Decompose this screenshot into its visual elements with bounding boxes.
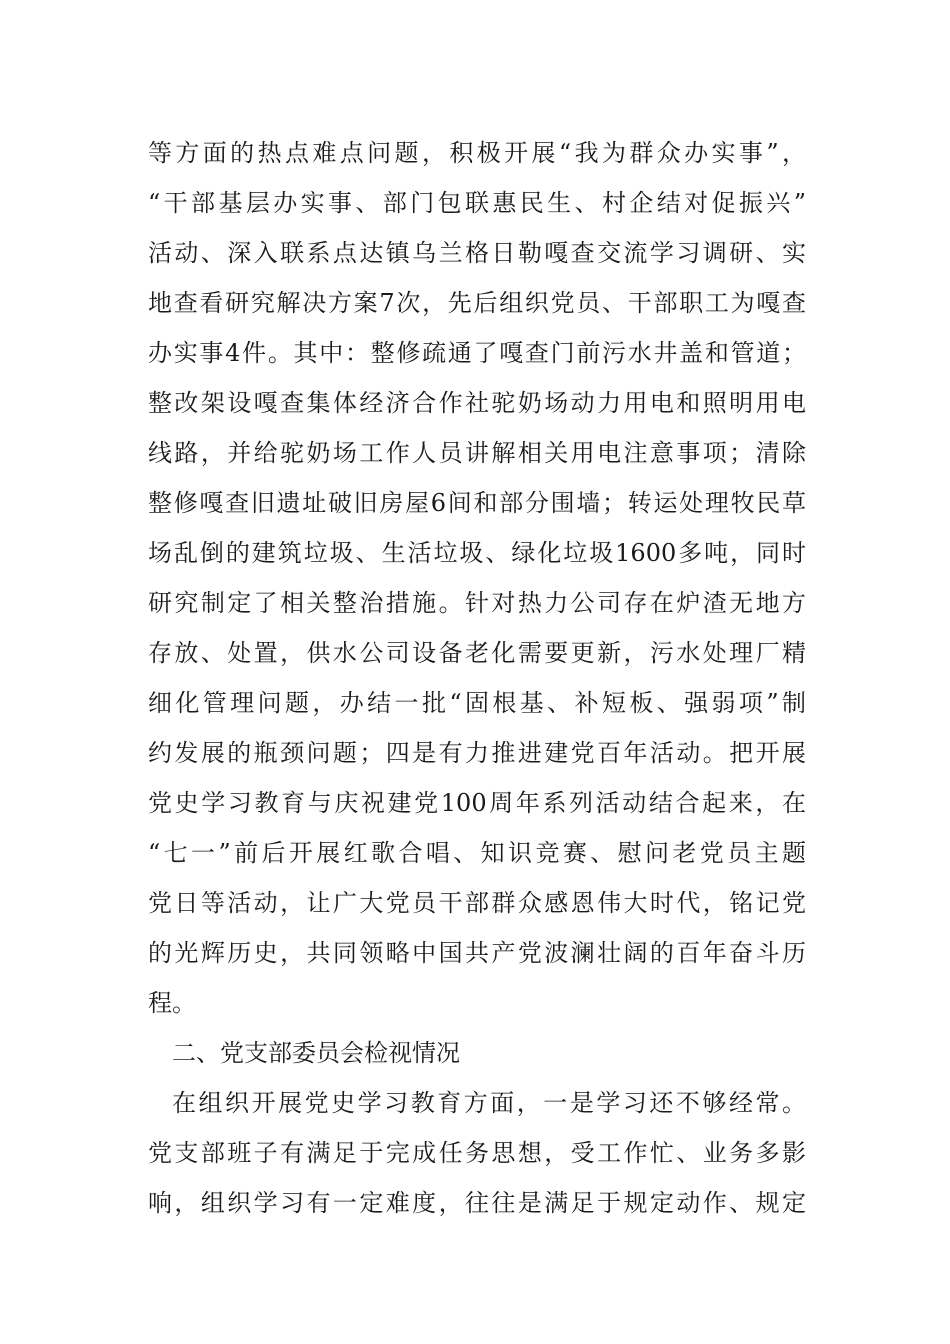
body-text-line: 响，组织学习有一定难度，往往是满足于规定动作、规定 xyxy=(148,1189,806,1217)
body-text-line: 场乱倒的建筑垃圾、生活垃圾、绿化垃圾1600多吨，同时 xyxy=(148,539,806,567)
body-text-line: 细化管理问题，办结一批“固根基、补短板、强弱项”制 xyxy=(148,689,806,717)
body-text-line: 的光辉历史，共同领略中国共产党波澜壮阔的百年奋斗历 xyxy=(148,939,806,967)
body-text-line: 存放、处置，供水公司设备老化需要更新，污水处理厂精 xyxy=(148,639,806,667)
body-text-line: 程。 xyxy=(148,989,196,1017)
body-text-line: 党支部班子有满足于完成任务思想，受工作忙、业务多影 xyxy=(148,1139,806,1167)
body-text-line: 约发展的瓶颈问题；四是有力推进建党百年活动。把开展 xyxy=(148,739,806,767)
body-text-line: 党史学习教育与庆祝建党100周年系列活动结合起来，在 xyxy=(148,789,806,817)
body-text-line: 整修嘎查旧遗址破旧房屋6间和部分围墙；转运处理牧民草 xyxy=(148,489,806,517)
body-text-line: “七一”前后开展红歌合唱、知识竞赛、慰问老党员主题 xyxy=(148,839,806,867)
body-text-line: “干部基层办实事、部门包联惠民生、村企结对促振兴” xyxy=(148,189,806,217)
body-text-line: 整改架设嘎查集体经济合作社驼奶场动力用电和照明用电 xyxy=(148,389,806,417)
body-text-line: 办实事4件。其中：整修疏通了嘎查门前污水井盖和管道； xyxy=(148,339,806,367)
section-heading: 二、党支部委员会检视情况 xyxy=(172,1039,460,1067)
body-text-line: 活动、深入联系点达镇乌兰格日勒嘎查交流学习调研、实 xyxy=(148,239,806,267)
body-text-line: 在组织开展党史学习教育方面，一是学习还不够经常。 xyxy=(172,1089,806,1117)
body-text-line: 研究制定了相关整治措施。针对热力公司存在炉渣无地方 xyxy=(148,589,806,617)
body-text-line: 等方面的热点难点问题，积极开展“我为群众办实事”， xyxy=(148,139,806,167)
body-text-line: 地查看研究解决方案7次，先后组织党员、干部职工为嘎查 xyxy=(148,289,806,317)
body-text-line: 线路，并给驼奶场工作人员讲解相关用电注意事项；清除 xyxy=(148,439,806,467)
body-text-line: 党日等活动，让广大党员干部群众感恩伟大时代，铭记党 xyxy=(148,889,806,917)
